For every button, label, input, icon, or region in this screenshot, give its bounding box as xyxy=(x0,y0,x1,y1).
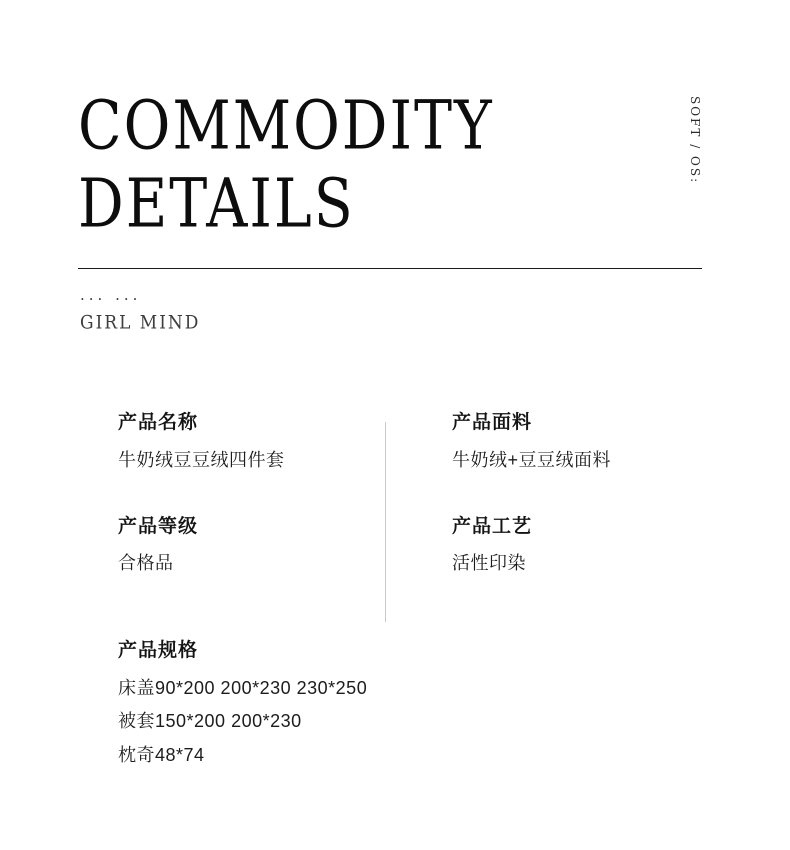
spec-title: 产品名称 xyxy=(118,412,199,433)
column-divider xyxy=(385,422,386,622)
spec-item xyxy=(118,514,368,578)
spec-value: 合格品 xyxy=(118,553,174,574)
spec-value: 活性印染 xyxy=(452,553,526,574)
page-title-line-1: COMMODITY xyxy=(78,87,494,166)
spec-title: 产品等级 xyxy=(118,515,199,537)
size-line: 被套150*200 200*230 xyxy=(118,711,302,732)
page-title-line-2: DETAILS xyxy=(78,165,355,244)
size-line: 枕奇48*74 xyxy=(118,745,205,766)
spec-item xyxy=(118,410,368,474)
spec-value: 牛奶绒豆豆绒四件套 xyxy=(118,449,285,470)
brand-name: GIRL MIND xyxy=(80,312,201,334)
decorative-dots: ··· ··· xyxy=(80,290,142,308)
spec-value: 牛奶绒+豆豆绒面料 xyxy=(452,449,612,470)
spec-size-section xyxy=(118,638,738,770)
vertical-side-label: SOFT / OS: xyxy=(688,96,702,185)
page-title xyxy=(78,87,638,244)
spec-item xyxy=(452,410,752,474)
spec-title: 产品工艺 xyxy=(452,515,533,537)
horizontal-divider xyxy=(78,268,702,269)
specs-column-left xyxy=(118,410,368,577)
spec-item xyxy=(452,514,752,578)
spec-title: 产品规格 xyxy=(118,640,199,661)
specs-column-right xyxy=(452,410,752,577)
spec-title: 产品面料 xyxy=(452,412,533,433)
size-line: 床盖90*200 200*230 230*250 xyxy=(118,677,368,698)
